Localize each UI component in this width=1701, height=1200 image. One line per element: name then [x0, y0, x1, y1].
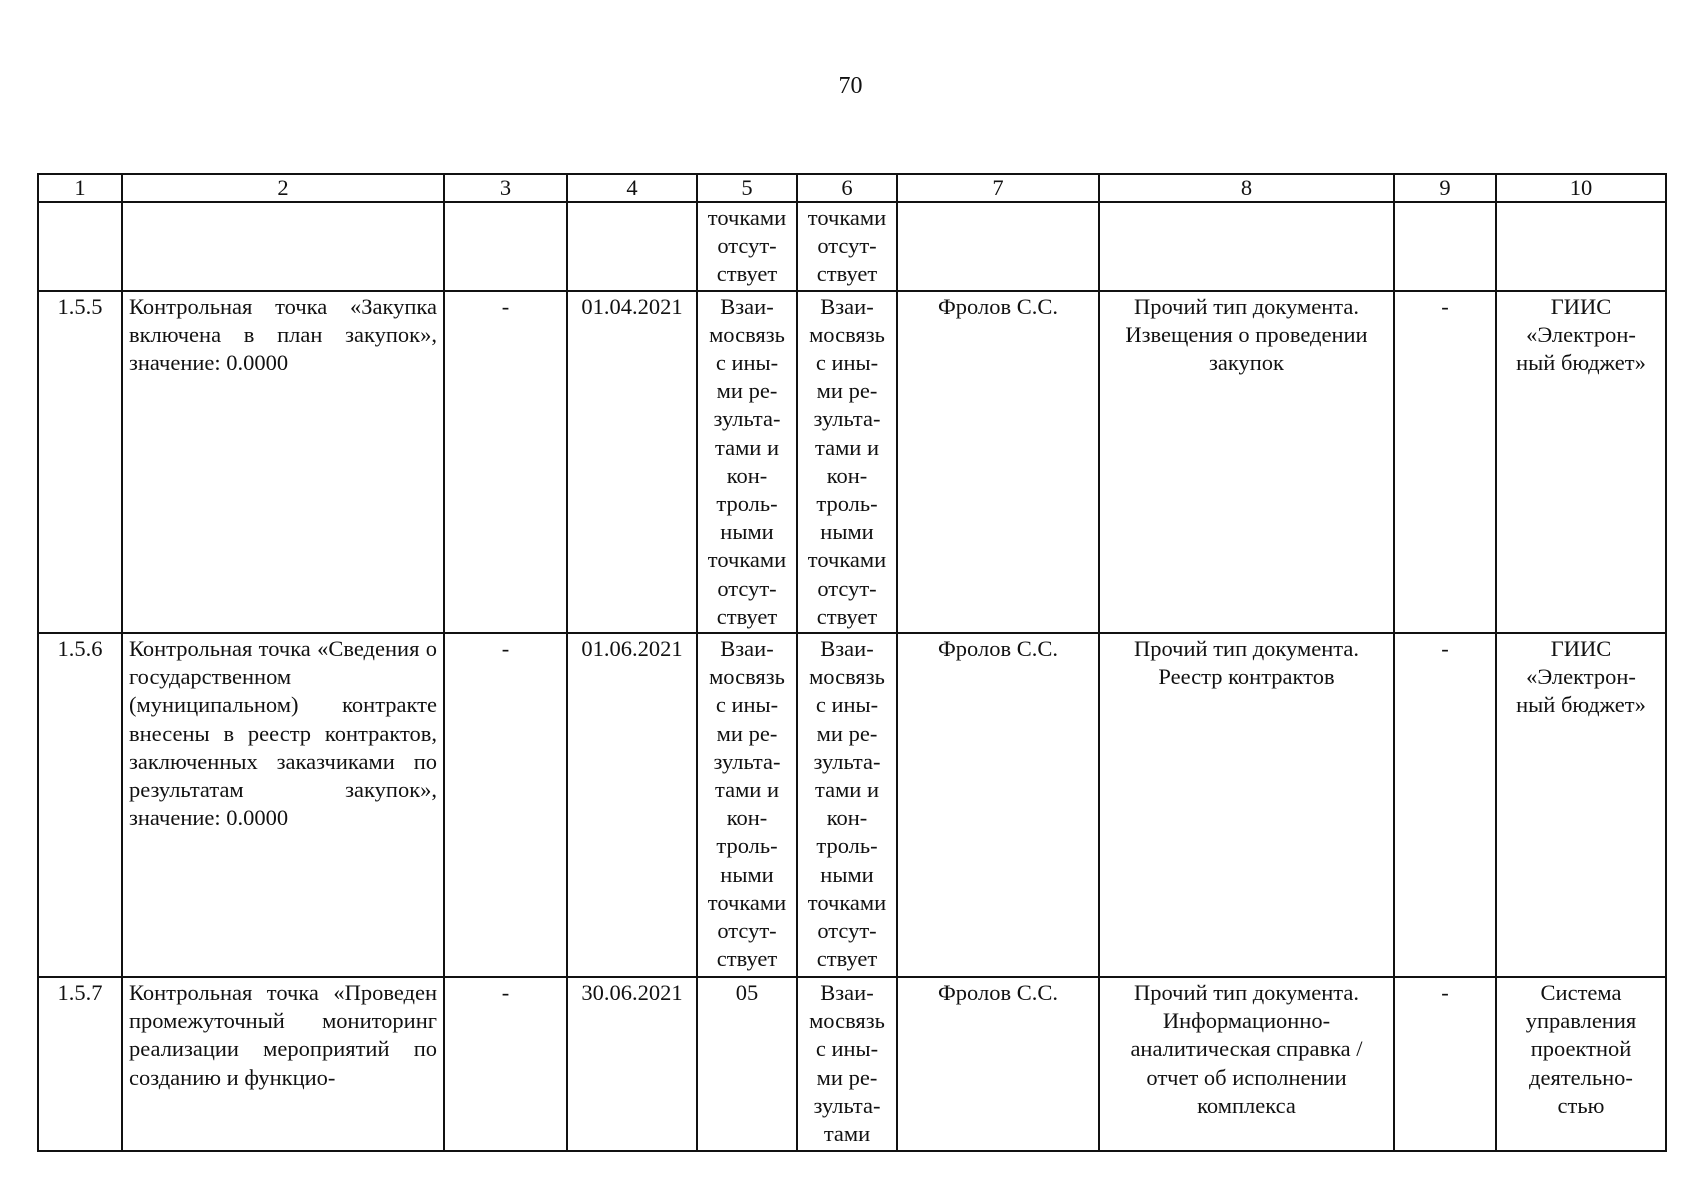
table-row	[38, 633, 1666, 977]
cell	[1099, 202, 1394, 291]
dash-cell: -	[444, 291, 567, 633]
cell-line: мосвязь	[709, 321, 785, 347]
cell-line: тами и	[814, 777, 880, 803]
cell-line: ствует	[816, 261, 878, 287]
cell-line: зульта-	[813, 406, 881, 432]
responsible-cell: Фролов С.С.	[897, 633, 1099, 977]
cell-line: отсут-	[717, 575, 777, 601]
row-description: Контрольная точка «Проведен промежуточный мониторинг реализации мероприятий по созданию и функцио-	[122, 977, 444, 1151]
cell-line: отсут-	[817, 233, 877, 259]
column-header: 9	[1394, 174, 1496, 202]
responsible-cell: Фролов С.С.	[897, 977, 1099, 1151]
cell	[1394, 202, 1496, 291]
cell-line: ствует	[716, 603, 778, 629]
cell-line: «Электрон-	[1526, 664, 1636, 690]
cell-line: ГИИС	[1550, 636, 1612, 662]
cell-line: точками	[707, 205, 787, 230]
cell-line: мосвязь	[809, 664, 885, 690]
cell-line: мосвязь	[809, 1008, 885, 1034]
cell-line: ный бюджет»	[1516, 350, 1646, 376]
cell-line: Взаи-	[720, 636, 774, 662]
responsible-cell: Фролов С.С.	[897, 291, 1099, 633]
cell-line: 05	[735, 980, 759, 1006]
column-header: 6	[797, 174, 897, 202]
cell-line: зульта-	[713, 748, 781, 774]
column-header: 10	[1496, 174, 1666, 202]
cell-line: ными	[820, 861, 874, 887]
cell-line: ми ре-	[716, 378, 778, 404]
cell-line: ствует	[716, 261, 778, 287]
cell-line: тами и	[714, 434, 780, 460]
cell-line: проектной	[1530, 1036, 1632, 1062]
cell-line: с ины-	[715, 350, 779, 376]
cell-line: Взаи-	[720, 293, 774, 319]
cell-line: кон-	[826, 462, 868, 488]
row-number: 1.5.6	[38, 633, 122, 977]
system-cell	[1496, 977, 1666, 1151]
cell-line: отсут-	[717, 233, 777, 259]
row-number: 1.5.7	[38, 977, 122, 1151]
cell-line: Система	[1540, 980, 1622, 1006]
cell-line: кон-	[726, 462, 768, 488]
page-number: 70	[838, 73, 863, 99]
cell	[444, 202, 567, 291]
cell-line: ми ре-	[816, 720, 878, 746]
cell-line: мосвязь	[709, 664, 785, 690]
system-cell	[1496, 291, 1666, 633]
row-description: Контрольная точка «Закупка включена в план закупок», значение: 0.0000	[122, 291, 444, 633]
cell-line: кон-	[726, 805, 768, 831]
cell-line: стью	[1557, 1092, 1605, 1118]
relation-cell	[697, 633, 797, 977]
column-header: 1	[38, 174, 122, 202]
cell-line: отсут-	[817, 918, 877, 944]
system-cell	[1496, 633, 1666, 977]
cell-line: Извещения о проведении	[1125, 321, 1368, 347]
column-header: 4	[567, 174, 697, 202]
column-header: 2	[122, 174, 444, 202]
cell-line: закупок	[1209, 350, 1284, 376]
table-row	[38, 977, 1666, 1151]
cell-line: ми ре-	[816, 378, 878, 404]
cell-line: Прочий тип документа.	[1134, 636, 1359, 662]
cell-line: точками	[807, 547, 887, 573]
cell-line: ми ре-	[716, 720, 778, 746]
cell-line: точками	[807, 205, 887, 230]
cell-line: зульта-	[713, 406, 781, 432]
cell-line: Взаи-	[820, 980, 874, 1006]
cell-line: отсут-	[817, 575, 877, 601]
column-header: 5	[697, 174, 797, 202]
relation-cell	[697, 291, 797, 633]
cell-line: точками	[707, 547, 787, 573]
dash-cell: -	[1394, 291, 1496, 633]
relation-cell	[697, 202, 797, 291]
cell-line: Взаи-	[820, 293, 874, 319]
cell-line: тами и	[714, 777, 780, 803]
cell-line: точками	[807, 889, 887, 915]
cell-line: аналитическая справка /	[1130, 1036, 1363, 1062]
cell-line: зульта-	[813, 748, 881, 774]
dash-cell: -	[1394, 633, 1496, 977]
column-header: 8	[1099, 174, 1394, 202]
relation-cell	[797, 202, 897, 291]
cell-line: с ины-	[815, 692, 879, 718]
cell	[897, 202, 1099, 291]
cell-line: ГИИС	[1550, 293, 1612, 319]
cell-line: Прочий тип документа.	[1134, 293, 1359, 319]
cell	[1496, 202, 1666, 291]
cell-line: троль-	[816, 491, 878, 517]
dash-cell: -	[444, 633, 567, 977]
cell-line: тами и	[814, 434, 880, 460]
cell-line: зульта-	[813, 1092, 881, 1118]
cell-line: троль-	[816, 833, 878, 859]
cell-line: деятельно-	[1529, 1064, 1633, 1090]
cell-line: ствует	[716, 946, 778, 972]
cell-line: точками	[707, 889, 787, 915]
cell-line: ными	[720, 861, 774, 887]
cell-line: Взаи-	[820, 636, 874, 662]
document-cell	[1099, 291, 1394, 633]
cell-line: Прочий тип документа.	[1134, 980, 1359, 1006]
relation-cell	[797, 291, 897, 633]
cell	[567, 202, 697, 291]
dash-cell: -	[1394, 977, 1496, 1151]
cell-line: кон-	[826, 805, 868, 831]
relation-cell	[797, 977, 897, 1151]
date-cell: 01.06.2021	[567, 633, 697, 977]
cell-line: тами	[823, 1121, 871, 1147]
cell-line: отсут-	[717, 918, 777, 944]
cell-line: управления	[1525, 1008, 1637, 1034]
cell-line: комплекса	[1197, 1092, 1296, 1118]
cell-line: с ины-	[815, 1036, 879, 1062]
cell-line: ными	[820, 519, 874, 545]
cell-line: отчет об исполнении	[1146, 1064, 1347, 1090]
date-cell: 01.04.2021	[567, 291, 697, 633]
date-cell: 30.06.2021	[567, 977, 697, 1151]
cell-line: троль-	[716, 491, 778, 517]
cell-line: «Электрон-	[1526, 321, 1636, 347]
cell	[38, 202, 122, 291]
cell-line: ствует	[816, 603, 878, 629]
relation-cell	[797, 633, 897, 977]
row-description: Контрольная точка «Сведения о государственном (муниципальном) контракте внесены в реестр контрактов, заключенных заказчиками по результатам закупок», значение: 0.0000	[122, 633, 444, 977]
table-row	[38, 291, 1666, 633]
cell-line: ный бюджет»	[1516, 692, 1646, 718]
header-row	[38, 174, 1666, 202]
document-cell	[1099, 633, 1394, 977]
cell-line: Информационно-	[1162, 1008, 1331, 1034]
cell-line: Реестр контрактов	[1158, 664, 1335, 690]
cell-line: ными	[720, 519, 774, 545]
cell-line: с ины-	[815, 350, 879, 376]
row-number: 1.5.5	[38, 291, 122, 633]
relation-cell	[697, 977, 797, 1151]
cell-line: троль-	[716, 833, 778, 859]
document-cell	[1099, 977, 1394, 1151]
cell	[122, 202, 444, 291]
cell-line: ствует	[816, 946, 878, 972]
cell-line: мосвязь	[809, 321, 885, 347]
column-header: 7	[897, 174, 1099, 202]
dash-cell: -	[444, 977, 567, 1151]
column-header: 3	[444, 174, 567, 202]
control-points-table	[37, 173, 1667, 1152]
continuation-row	[38, 202, 1666, 291]
cell-line: ми ре-	[816, 1064, 878, 1090]
cell-line: с ины-	[715, 692, 779, 718]
